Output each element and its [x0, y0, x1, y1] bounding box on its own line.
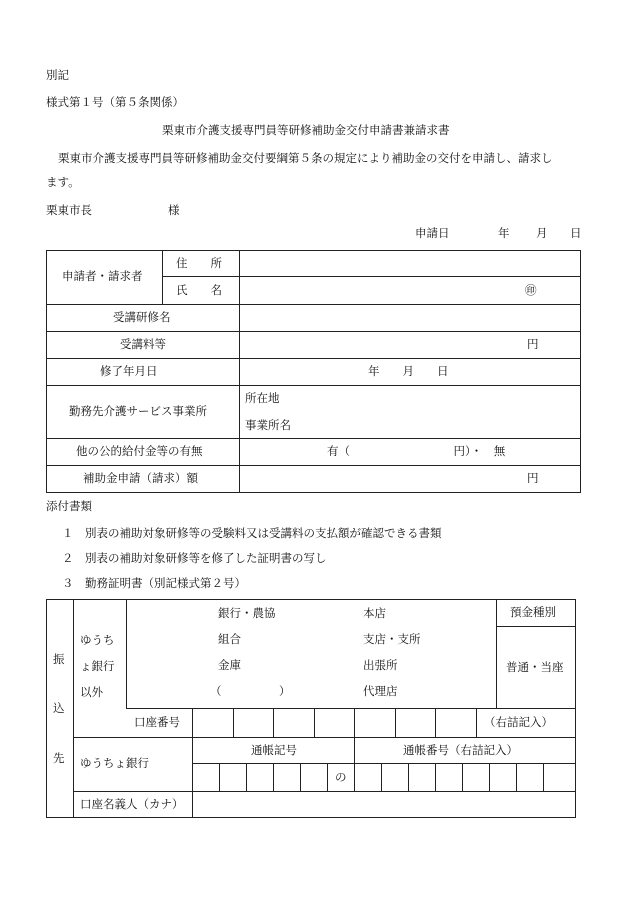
attachments-heading: 添付書類 [46, 499, 92, 513]
bank-type-vault: 金庫 [218, 658, 241, 672]
date-label: 申請日 [415, 226, 450, 240]
other-benefit-label: 他の公的給付金等の有無 [76, 444, 203, 458]
body-text-line2: ます。 [46, 175, 80, 189]
attachment-item: １ 別表の補助対象研修等の受験料又は受講料の支払額が確認できる書類 [62, 526, 442, 540]
employer-office-label: 勤務先介護サービス事業所 [69, 404, 207, 418]
document-title: 栗東市介護支援専門員等研修補助金交付申請書兼請求書 [162, 123, 450, 137]
account-number-label: 口座番号 [134, 715, 180, 729]
other-bank-label-2: ょ銀行 [80, 659, 115, 673]
bank-name-paren: （ ） [210, 684, 291, 698]
fee-yen-unit: 円 [527, 337, 539, 351]
address-label: 住 所 [176, 256, 222, 270]
deposit-type-label: 預金種別 [510, 605, 556, 619]
course-fee-label: 受講料等 [120, 337, 166, 351]
passbook-number-label: 通帳番号（右詰記入） [403, 743, 518, 757]
bank-type-union: 組合 [218, 632, 241, 646]
completion-date-label: 修了年月日 [100, 364, 158, 378]
passbook-code-label: 通帳記号 [251, 743, 297, 757]
other-bank-label-3: 以外 [80, 685, 103, 699]
date-year: 年 [498, 226, 510, 240]
date-month: 月 [536, 226, 548, 240]
subsidy-amount-label: 補助金申請（請求）額 [83, 471, 198, 485]
branch-type-agency: 代理店 [363, 684, 398, 698]
name-label: 氏 名 [176, 283, 222, 297]
deposit-type-options: 普通・当座 [506, 660, 564, 674]
right-align-note: （右詰記入） [484, 715, 553, 729]
honorific: 様 [168, 203, 180, 217]
date-day: 日 [570, 226, 582, 240]
attachment-item: ２ 別表の補助対象研修等を修了した証明書の写し [62, 551, 327, 565]
applicant-label: 申請者・請求者 [62, 269, 143, 283]
amount-yen-unit: 円 [527, 471, 539, 485]
annex-label: 別記 [46, 68, 69, 82]
transfer-vertical-1: 振 [53, 652, 65, 666]
completion-date-ymd: 年 月 日 [368, 364, 449, 378]
branch-type-branch: 支店・支所 [363, 632, 421, 646]
attachment-item: ３ 勤務証明書（別記様式第２号） [62, 576, 246, 590]
transfer-vertical-3: 先 [53, 751, 65, 765]
branch-type-office: 出張所 [363, 658, 398, 672]
no-separator: の [335, 770, 347, 784]
other-bank-label-1: ゆうち [80, 633, 115, 647]
course-name-label: 受講研修名 [113, 310, 171, 324]
addressee: 栗東市長 [46, 203, 92, 217]
office-location-label: 所在地 [245, 391, 280, 405]
other-benefit-options: 有（ 円）・ 無 [327, 444, 506, 458]
body-text-line1: 栗東市介護支援専門員等研修補助金交付要綱第５条の規定により補助金の交付を申請し、請求し [58, 151, 553, 165]
yucho-bank-label: ゆうちょ銀行 [80, 756, 149, 770]
bank-type-bank: 銀行・農協 [218, 606, 276, 620]
transfer-vertical-2: 込 [53, 701, 65, 715]
office-name-label: 事業所名 [245, 418, 291, 432]
branch-type-head: 本店 [363, 606, 386, 620]
account-holder-label: 口座名義人（カナ） [80, 797, 184, 811]
seal-mark: ㊞ [525, 283, 537, 297]
form-number: 様式第１号（第５条関係） [46, 95, 184, 109]
